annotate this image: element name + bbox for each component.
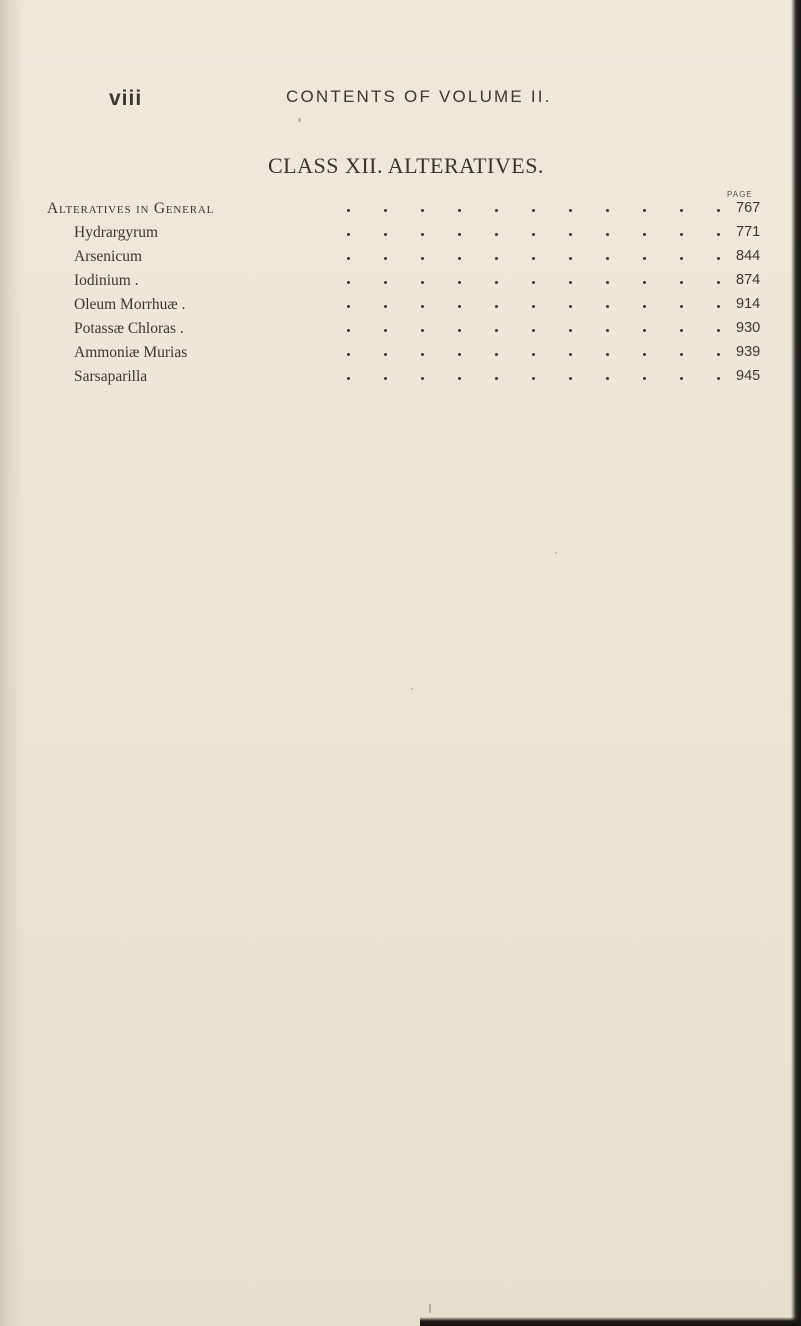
entry-title: Alteratives in General	[47, 200, 215, 217]
entry-title: Potassæ Chloras .	[74, 320, 184, 337]
entry-title: Oleum Morrhuæ .	[74, 296, 186, 313]
leader-dot	[569, 329, 572, 332]
leader-dot	[717, 377, 720, 380]
leader-dot	[606, 257, 609, 260]
leader-dot	[643, 233, 646, 236]
entry-title: Sarsaparilla	[74, 368, 148, 385]
leader-dot	[717, 281, 720, 284]
leader-dot	[717, 353, 720, 356]
leader-dot	[532, 329, 535, 332]
leader-dot	[643, 329, 646, 332]
leader-dot	[384, 257, 387, 260]
leader-dot	[384, 209, 387, 212]
paper-speck	[555, 552, 557, 554]
running-header: CONTENTS OF VOLUME II.	[286, 87, 552, 106]
leader-dot	[495, 257, 498, 260]
leader-dot	[680, 233, 683, 236]
leader-dot	[532, 377, 535, 380]
leader-dot	[606, 281, 609, 284]
leader-dot	[421, 209, 424, 212]
leader-dot	[680, 305, 683, 308]
contents-entry	[47, 200, 767, 220]
leader-dot	[347, 329, 350, 332]
entry-page-number: 771	[736, 224, 761, 240]
leader-dot	[347, 281, 350, 284]
entry-page-number: 767	[736, 200, 761, 216]
leader-dot	[680, 353, 683, 356]
contents-entry	[74, 320, 774, 340]
leader-dot	[421, 281, 424, 284]
leader-dot	[421, 305, 424, 308]
leader-dot	[680, 209, 683, 212]
page-column-label: PAGE	[727, 190, 753, 199]
leader-dot	[606, 233, 609, 236]
entry-title: Arsenicum	[74, 248, 143, 265]
leader-dot	[384, 233, 387, 236]
leader-dot	[569, 233, 572, 236]
leader-dot	[347, 209, 350, 212]
leader-dot	[569, 353, 572, 356]
leader-dot	[532, 281, 535, 284]
entry-page-number: 930	[736, 320, 761, 336]
leader-dot	[421, 233, 424, 236]
leader-dot	[347, 257, 350, 260]
page-folio: viii	[109, 87, 143, 110]
page-bottom-edge	[420, 1317, 801, 1326]
leader-dot	[569, 281, 572, 284]
leader-dot	[495, 377, 498, 380]
contents-entry	[74, 224, 774, 244]
contents-entry	[74, 344, 774, 364]
entry-page-number: 914	[736, 296, 761, 312]
leader-dot	[680, 377, 683, 380]
leader-dot	[569, 305, 572, 308]
entry-page-number: 945	[736, 368, 761, 384]
leader-dot	[569, 257, 572, 260]
leader-dot	[606, 305, 609, 308]
leader-dot	[569, 209, 572, 212]
leader-dot	[384, 329, 387, 332]
leader-dot	[495, 233, 498, 236]
leader-dot	[458, 377, 461, 380]
leader-dot	[347, 353, 350, 356]
leader-dot	[458, 257, 461, 260]
page-right-edge	[791, 0, 801, 1326]
leader-dot	[569, 377, 572, 380]
paper-speck	[411, 688, 413, 690]
leader-dot	[458, 209, 461, 212]
contents-entry	[74, 296, 774, 316]
leader-dot	[606, 353, 609, 356]
leader-dot	[606, 209, 609, 212]
leader-dot	[680, 257, 683, 260]
leader-dot	[347, 233, 350, 236]
paper-speck	[429, 1304, 431, 1313]
leader-dot	[532, 353, 535, 356]
entry-title: Iodinium .	[74, 272, 139, 289]
leader-dot	[532, 257, 535, 260]
leader-dot	[458, 353, 461, 356]
paper-speck	[298, 118, 301, 122]
entry-page-number: 844	[736, 248, 761, 264]
entry-page-number: 874	[736, 272, 761, 288]
leader-dot	[421, 377, 424, 380]
leader-dot	[643, 257, 646, 260]
leader-dot	[680, 281, 683, 284]
leader-dot	[606, 329, 609, 332]
leader-dot	[643, 281, 646, 284]
leader-dot	[643, 209, 646, 212]
leader-dot	[606, 377, 609, 380]
entry-title: Ammoniæ Murias	[74, 344, 188, 361]
leader-dot	[532, 233, 535, 236]
leader-dot	[680, 329, 683, 332]
leader-dot	[384, 281, 387, 284]
leader-dot	[458, 233, 461, 236]
leader-dot	[347, 377, 350, 380]
leader-dot	[717, 305, 720, 308]
leader-dot	[643, 377, 646, 380]
leader-dot	[717, 233, 720, 236]
leader-dot	[458, 281, 461, 284]
entry-page-number: 939	[736, 344, 761, 360]
leader-dot	[532, 305, 535, 308]
leader-dot	[717, 257, 720, 260]
leader-dot	[495, 209, 498, 212]
leader-dot	[421, 353, 424, 356]
leader-dot	[717, 209, 720, 212]
leader-dot	[458, 305, 461, 308]
leader-dot	[347, 305, 350, 308]
page-gutter-shadow	[0, 0, 24, 1326]
section-title: CLASS XII. ALTERATIVES.	[268, 153, 544, 178]
contents-entry	[74, 272, 774, 292]
leader-dot	[495, 305, 498, 308]
leader-dot	[421, 257, 424, 260]
contents-entry	[74, 248, 774, 268]
leader-dot	[384, 305, 387, 308]
entry-title: Hydrargyrum	[74, 224, 159, 241]
leader-dot	[384, 353, 387, 356]
leader-dot	[384, 377, 387, 380]
contents-entry	[74, 368, 774, 388]
leader-dot	[532, 209, 535, 212]
leader-dot	[643, 353, 646, 356]
leader-dot	[717, 329, 720, 332]
leader-dot	[421, 329, 424, 332]
leader-dot	[458, 329, 461, 332]
leader-dot	[495, 329, 498, 332]
leader-dot	[495, 353, 498, 356]
leader-dot	[643, 305, 646, 308]
leader-dot	[495, 281, 498, 284]
